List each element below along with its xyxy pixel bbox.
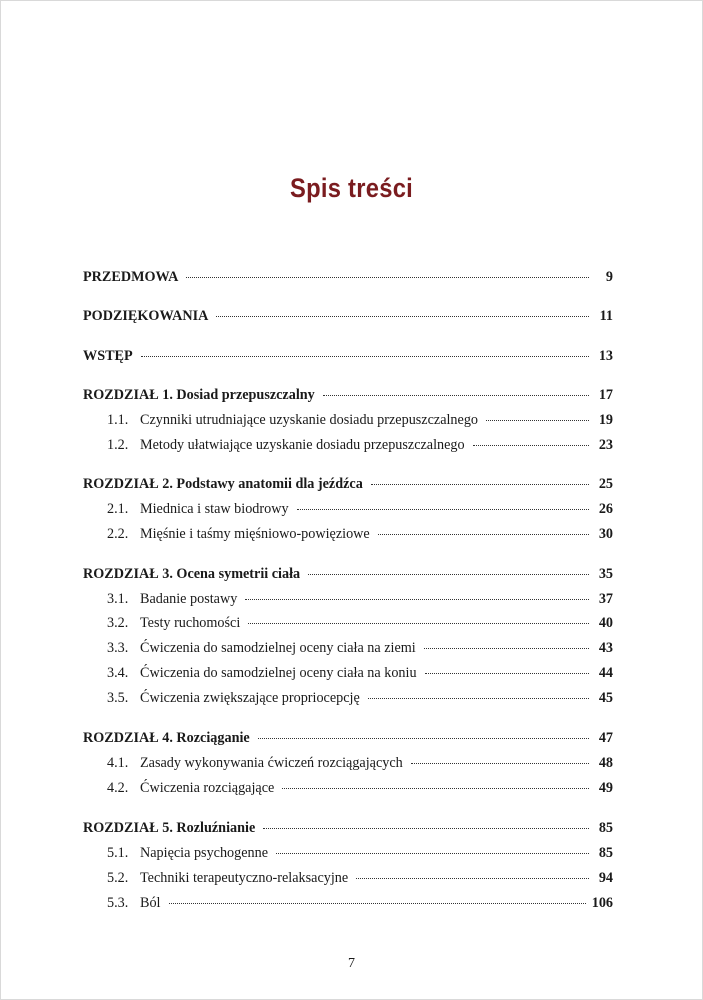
toc-entry-4-2[interactable] [83,779,613,797]
toc-entry-page: 49 [598,780,613,796]
toc-entry-3-4[interactable] [83,664,613,682]
toc-entry-number: 3.1. [107,591,129,607]
toc-entry-label: ROZDZIAŁ 2. Podstawy anatomii dla jeźdźca [83,476,363,492]
toc-entry-page: 25 [598,476,613,492]
dot-leader [258,738,589,739]
dot-leader [141,356,589,357]
dot-leader [378,534,589,535]
dot-leader [248,623,589,624]
page-title: Spis treści [289,173,414,203]
toc-entry-number: 3.4. [107,665,129,681]
toc-entry-3-1[interactable] [83,590,613,608]
dot-leader [276,853,589,854]
toc-entry-page: 30 [598,526,613,542]
toc-entry-number: 5.1. [107,845,129,861]
toc-entry-number: 2.2. [107,526,129,542]
toc-entry-page: 11 [599,308,613,324]
toc-entry-number: 1.1. [107,412,129,428]
dot-leader [323,395,589,396]
toc-entry-label: Ćwiczenia do samodzielnej oceny ciała na ziemi [140,640,416,656]
toc-entry-label: Miednica i staw biodrowy [140,501,289,517]
toc-entry-page: 19 [598,412,613,428]
toc-entry-number: 3.2. [107,615,129,631]
table-of-contents [83,1,613,1000]
dot-leader [245,599,589,600]
toc-entry-2-2[interactable] [83,525,613,543]
toc-entry-number: 3.5. [107,690,129,706]
toc-entry-label: Zasady wykonywania ćwiczeń rozciągających [140,755,403,771]
dot-leader [371,484,589,485]
toc-entry-label: Testy ruchomości [140,615,241,631]
toc-entry-page: 26 [598,501,613,517]
toc-entry-rozdzial-5[interactable] [83,819,613,837]
dot-leader [473,445,589,446]
dot-leader [282,788,589,789]
toc-entry-label: WSTĘP [83,348,133,364]
toc-entry-number: 4.2. [107,780,129,796]
toc-entry-label: ROZDZIAŁ 1. Dosiad przepuszczalny [83,387,315,403]
toc-entry-5-3[interactable] [83,894,613,912]
toc-entry-4-1[interactable] [83,754,613,772]
dot-leader [308,574,589,575]
toc-entry-number: 5.2. [107,870,129,886]
toc-entry-rozdzial-1[interactable] [83,386,613,404]
toc-entry-rozdzial-4[interactable] [83,729,613,747]
dot-leader [297,509,589,510]
dot-leader [368,698,589,699]
toc-entry-3-2[interactable] [83,614,613,632]
toc-entry-page: 45 [598,690,613,706]
toc-entry-page: 43 [598,640,613,656]
dot-leader [425,673,589,674]
toc-entry-label: Metody ułatwiające uzyskanie dosiadu przepuszczalnego [140,437,465,453]
dot-leader [486,420,589,421]
dot-leader [263,828,589,829]
toc-entry-wstep[interactable] [83,347,613,365]
toc-entry-page: 9 [605,269,613,285]
toc-entry-label: Ćwiczenia zwiększające propriocepcję [140,690,360,706]
toc-entry-page: 44 [598,665,613,681]
toc-entry-label: Napięcia psychogenne [140,845,269,861]
toc-entry-page: 23 [598,437,613,453]
toc-entry-page: 48 [598,755,613,771]
toc-entry-label: ROZDZIAŁ 5. Rozluźnianie [83,820,256,836]
toc-entry-rozdzial-3[interactable] [83,565,613,583]
toc-entry-rozdzial-2[interactable] [83,475,613,493]
toc-entry-page: 106 [591,895,613,911]
toc-entry-number: 4.1. [107,755,129,771]
toc-entry-page: 85 [598,820,613,836]
toc-entry-label: Ćwiczenia rozciągające [140,780,275,796]
toc-entry-5-2[interactable] [83,869,613,887]
toc-entry-2-1[interactable] [83,500,613,518]
toc-entry-1-2[interactable] [83,436,613,454]
toc-entry-page: 47 [598,730,613,746]
toc-entry-page: 37 [598,591,613,607]
dot-leader [411,763,589,764]
dot-leader [216,316,589,317]
toc-entry-page: 35 [598,566,613,582]
toc-entry-1-1[interactable] [83,411,613,429]
toc-entry-page: 17 [598,387,613,403]
dot-leader [356,878,589,879]
toc-entry-label: Czynniki utrudniające uzyskanie dosiadu przepuszczalnego [140,412,479,428]
toc-entry-5-1[interactable] [83,844,613,862]
toc-entry-label: PODZIĘKOWANIA [83,308,209,324]
dot-leader [186,277,589,278]
toc-entry-number: 3.3. [107,640,129,656]
dot-leader [424,648,589,649]
toc-entry-label: Ćwiczenia do samodzielnej oceny ciała na koniu [140,665,417,681]
toc-entry-3-5[interactable] [83,689,613,707]
toc-entry-label: Techniki terapeutyczno-relaksacyjne [140,870,349,886]
toc-entry-podziekowania[interactable] [83,307,613,325]
toc-entry-przedmowa[interactable] [83,268,613,286]
dot-leader [169,903,586,904]
toc-entry-label: ROZDZIAŁ 4. Rozciąganie [83,730,250,746]
toc-entry-label: Mięśnie i taśmy mięśniowo-powięziowe [140,526,370,542]
toc-entry-page: 40 [598,615,613,631]
toc-entry-page: 85 [598,845,613,861]
toc-entry-page: 13 [598,348,613,364]
toc-entry-label: ROZDZIAŁ 3. Ocena symetrii ciała [83,566,301,582]
toc-entry-label: Ból [140,895,161,911]
toc-entry-number: 2.1. [107,501,129,517]
toc-entry-number: 5.3. [107,895,129,911]
toc-entry-label: PRZEDMOWA [83,269,179,285]
toc-entry-3-3[interactable] [83,639,613,657]
toc-entry-label: Badanie postawy [140,591,238,607]
toc-entry-number: 1.2. [107,437,129,453]
toc-entry-page: 94 [598,870,613,886]
page-number: 7 [348,956,355,971]
